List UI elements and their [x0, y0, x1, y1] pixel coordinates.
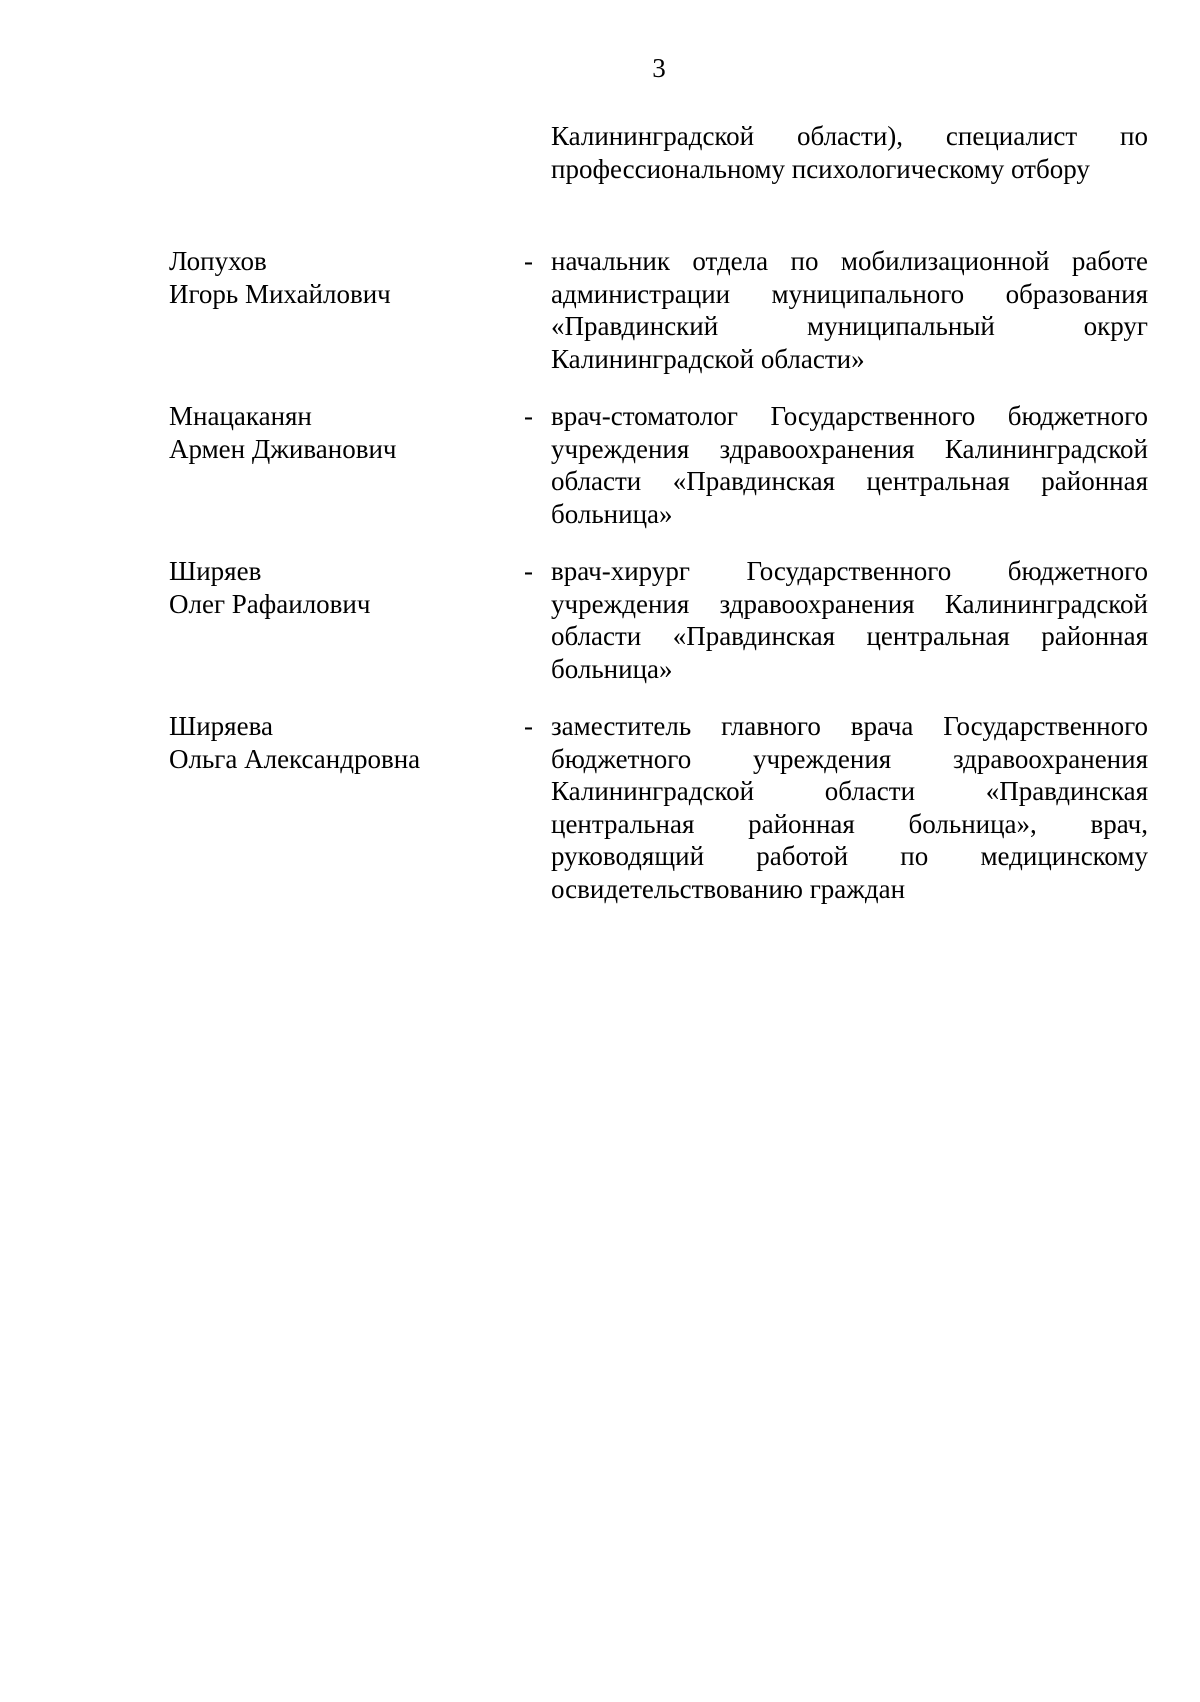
entry-dash: - — [524, 711, 533, 741]
member-surname: Ширяев — [169, 556, 262, 586]
member-position: врач-хирург Государственного бюджетного учреждения здравоохранения Калининградской области «Правдинская центральная районная больница» — [551, 556, 1148, 684]
member-name — [169, 555, 509, 620]
member-given-names: Ольга Александровна — [169, 743, 421, 774]
member-surname: Ширяева — [169, 711, 273, 741]
member-position: начальник отдела по мобилизационной работе администрации муниципального образования «Правдинский муниципальный округ Калининградской области» — [551, 246, 1148, 374]
member-surname: Мнацаканян — [169, 401, 312, 431]
entry-dash: - — [524, 246, 533, 276]
member-given-names: Игорь Михайлович — [169, 278, 391, 309]
member-name — [169, 710, 509, 775]
page-number: 3 — [652, 53, 666, 83]
member-position: врач-стоматолог Государственного бюджетного учреждения здравоохранения Калининградской области «Правдинская центральная районная больница» — [551, 401, 1148, 529]
continuation-text: Калининградской области), специалист по профессиональному психологическому отбору — [551, 121, 1148, 184]
member-name — [169, 245, 509, 310]
member-name — [169, 400, 509, 465]
member-given-names: Олег Рафаилович — [169, 588, 371, 619]
entry-dash: - — [524, 401, 533, 431]
member-surname: Лопухов — [169, 246, 267, 276]
member-position: заместитель главного врача Государственного бюджетного учреждения здравоохранения Калининградской области «Правдинская центральная районная больница», врач, руководящий работой по медицинскому освидетельствованию граждан — [551, 711, 1148, 904]
entry-dash: - — [524, 556, 533, 586]
member-given-names: Армен Дживанович — [169, 433, 397, 464]
